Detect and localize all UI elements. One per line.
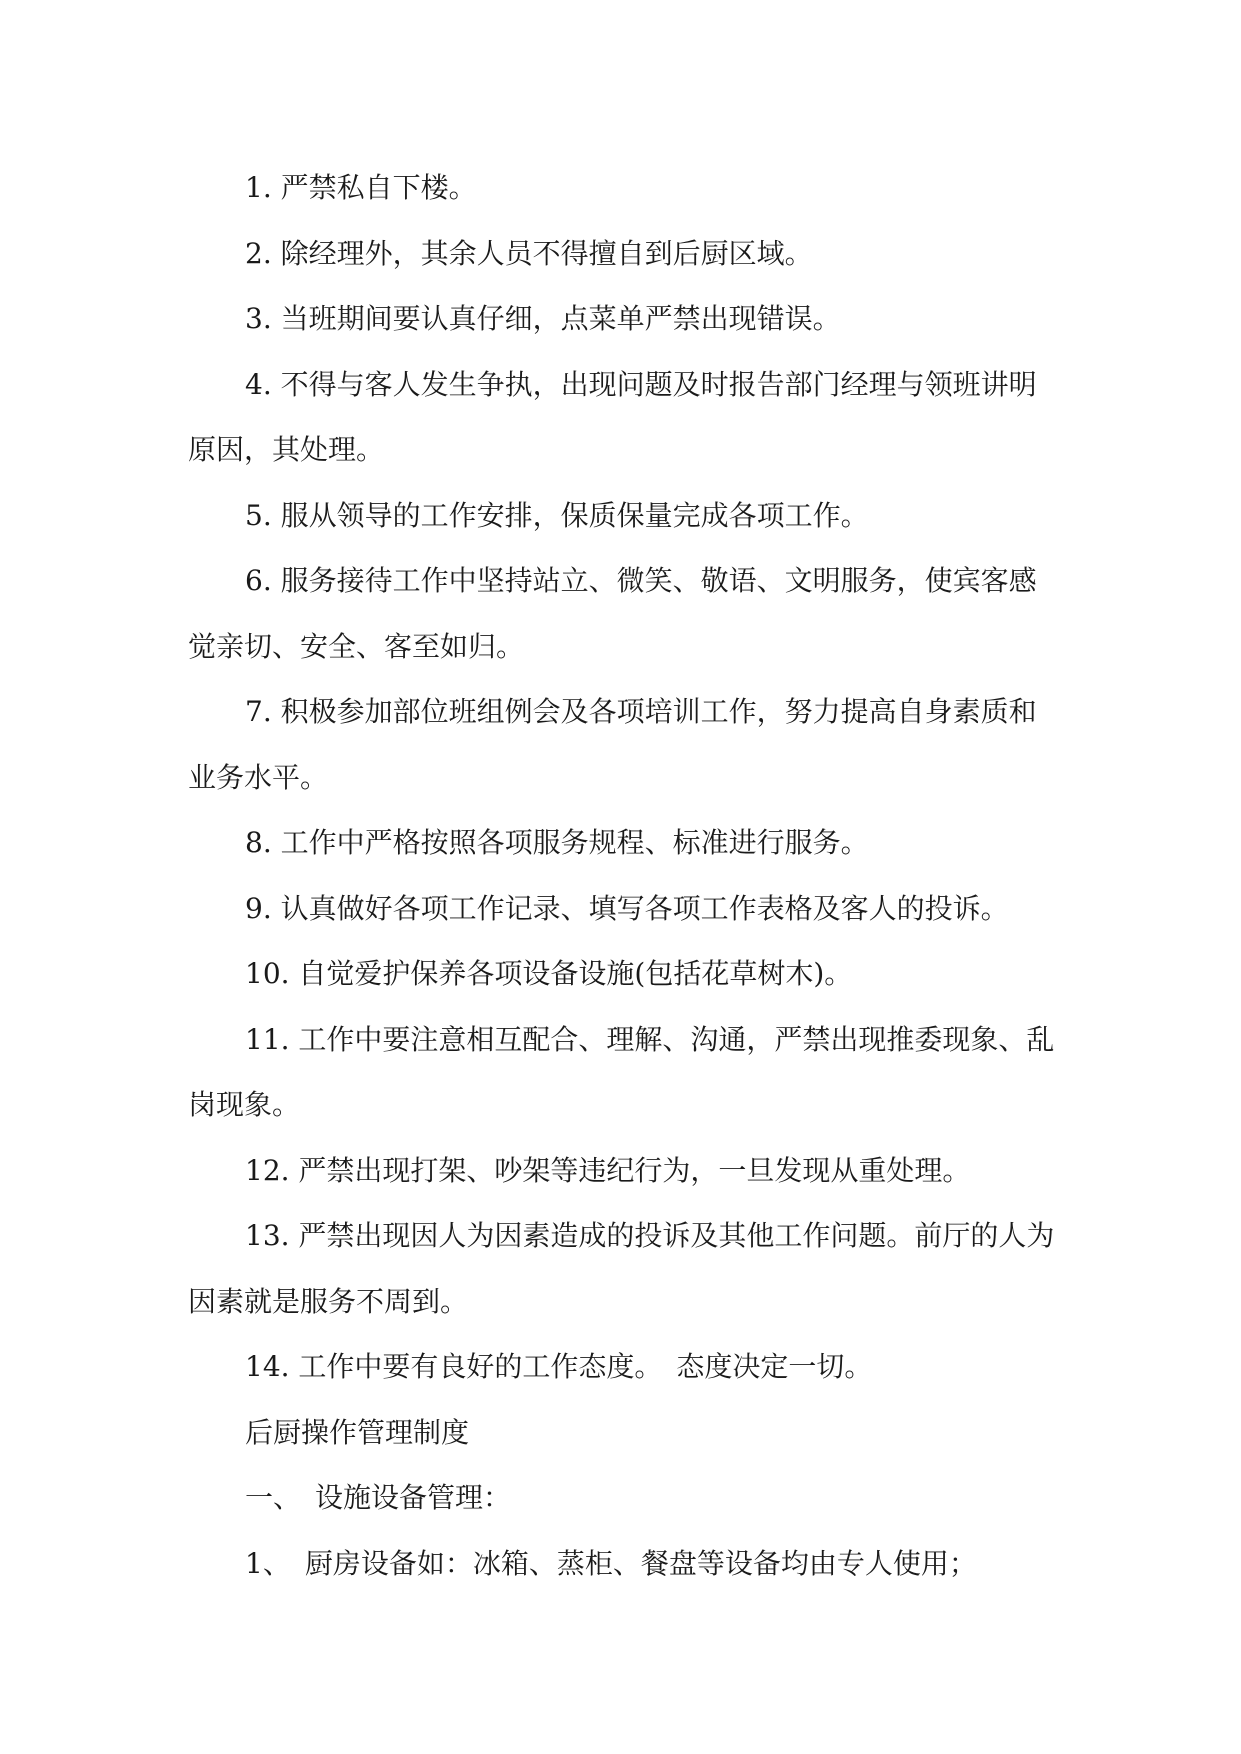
rule-10: 10. 自觉爱护保养各项设备设施(包括花草树木)。 (245, 957, 853, 990)
rule-6: 6. 服务接待工作中坚持站立、微笑、敬语、文明服务，使宾客感觉亲切、安全、客至如归。 (188, 564, 1037, 663)
rule-13: 13. 严禁出现因人为因素造成的投诉及其他工作问题。前厅的人为因素就是服务不周到。 (188, 1219, 1055, 1318)
section-heading: 后厨操作管理制度 (245, 1415, 470, 1449)
equipment-item-1: 1、 厨房设备如：冰箱、蒸柜、餐盘等设备均由专人使用； (245, 1546, 977, 1580)
rule-2: 2. 除经理外，其余人员不得擅自到后厨区域。 (245, 236, 813, 270)
rule-4: 4. 不得与客人发生争执，出现问题及时报告部门经理与领班讲明原因，其处理。 (188, 367, 1037, 466)
document-body (188, 155, 1058, 1596)
rule-1: 1. 严禁私自下楼。 (245, 171, 477, 204)
rule-9: 9. 认真做好各项工作记录、填写各项工作表格及客人的投诉。 (245, 891, 1009, 925)
rule-12: 12. 严禁出现打架、吵架等违纪行为，一旦发现从重处理。 (245, 1153, 971, 1187)
rule-11: 11. 工作中要注意相互配合、理解、沟通，严禁出现推委现象、乱岗现象。 (188, 1022, 1055, 1121)
subsection-heading: 一、 设施设备管理： (245, 1481, 512, 1514)
rule-5: 5. 服从领导的工作安排，保质保量完成各项工作。 (245, 498, 869, 532)
rule-7: 7. 积极参加部位班组例会及各项培训工作，努力提高自身素质和业务水平。 (188, 695, 1037, 794)
rule-3: 3. 当班期间要认真仔细，点菜单严禁出现错误。 (245, 302, 841, 335)
rule-14: 14. 工作中要有良好的工作态度。 态度决定一切。 (245, 1350, 873, 1383)
rule-8: 8. 工作中严格按照各项服务规程、标准进行服务。 (245, 826, 869, 859)
